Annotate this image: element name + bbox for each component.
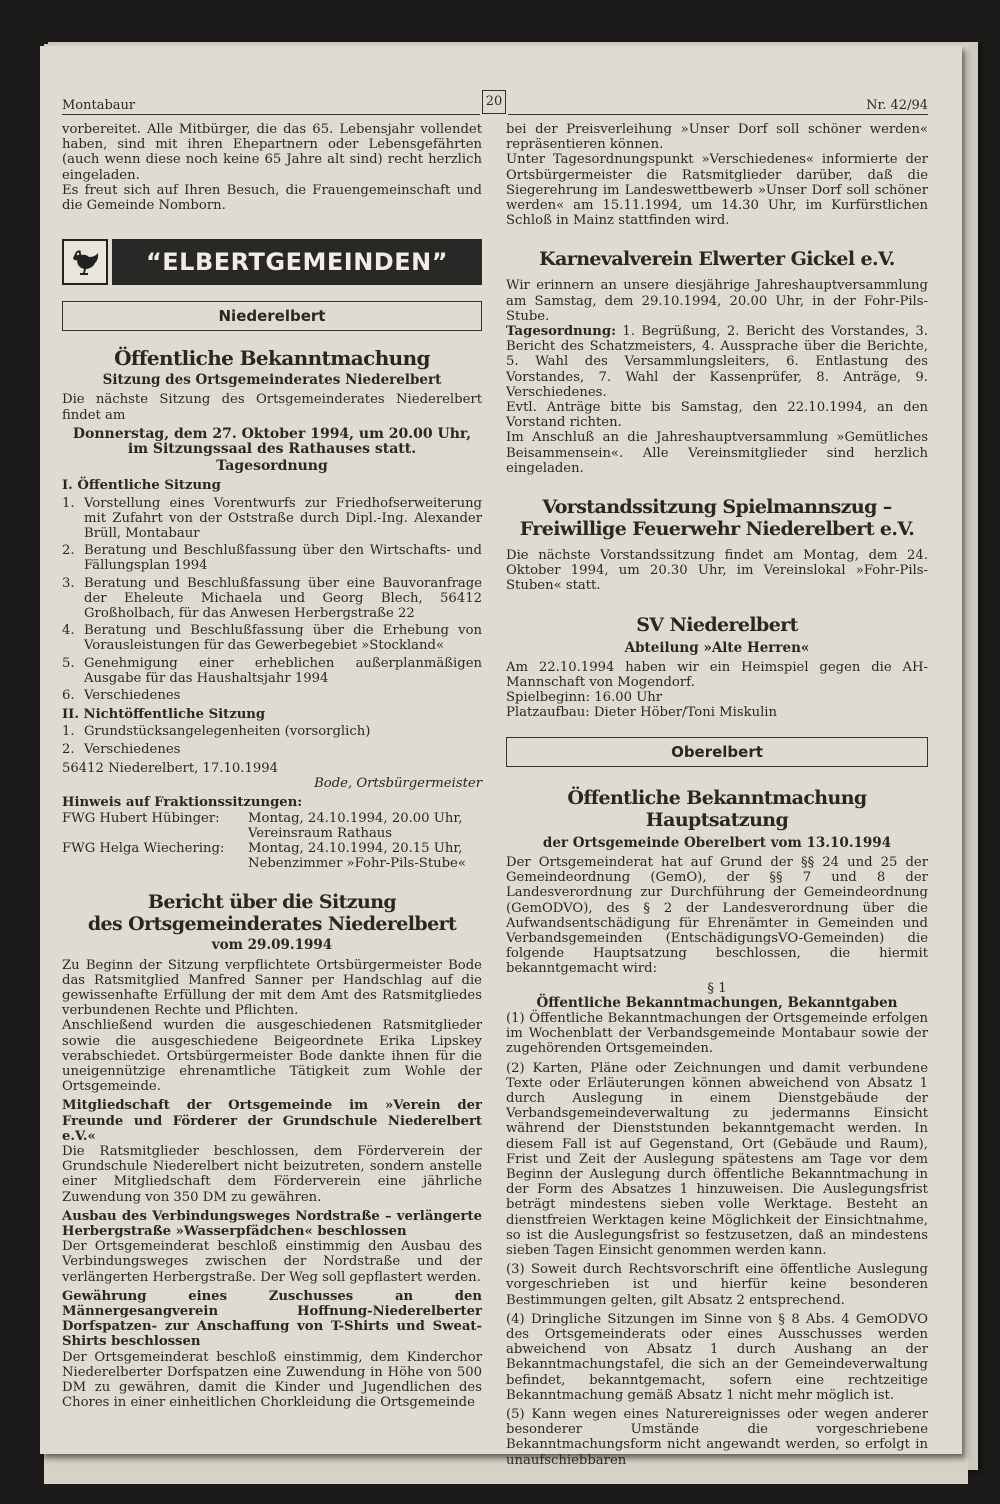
meeting-place: im Sitzungssaal des Rathauses statt. <box>127 441 417 458</box>
sv-text: Spielbeginn: 16.00 Uhr <box>506 690 663 706</box>
karneval-paragraph: Im Anschluß an die Jahreshauptversammlung »Gemütliches Beisammensein«. Alle Vereinsmitglieder sind herzlich eingeladen. <box>506 430 928 476</box>
vorstand-title-2: Freiwillige Feuerwehr Niederelbert e.V. <box>519 518 915 541</box>
report-paragraph: Anschließend wurden die ausgeschiedenen Ratsmitglieder sowie die ausgeschiedene Beigeordnete Erika Lipskey verabschiedet. Ortsbürgermeister Bode dankte ihnen für die uneigennützige ehrenamtliche Tätigkeit zum Wohle der Ortsgemeinde. <box>62 1018 482 1095</box>
sv-title: SV Niederelbert <box>636 613 798 636</box>
newspaper-page <box>40 46 962 1468</box>
banner-title: “ELBERTGEMEINDEN” <box>112 239 482 285</box>
hauptsatzung-title-2: Hauptsatzung <box>645 808 789 831</box>
sv-subtitle: Abteilung »Alte Herren« <box>624 639 810 656</box>
hauptsatzung-text: Der Ortsgemeinderat hat auf Grund der §§ 24 und 25 der Gemeindeordnung (GemO), der §§ 7 und 8 der Landesverordnung zur Durchführung der Gemeindeordnung (GemODVO), des § 2 der Landesverordnung über die Aufwandsentschädigung für Ehrenämter in Gemeinden und Verbandsgemeinden (EntschädigungsVO-Gemeinden) die folgende Hauptsatzung beschlossen, die hiermit bekanntgemacht wird: <box>506 854 928 977</box>
list-item: 1. Vorstellung eines Vorentwurfs zur Friedhofserweiterung mit Zufahrt von der Oststraße durch Dipl.-Ing. Alexander Brüll, Montabaur <box>62 495 482 542</box>
karneval-paragraph: Evtl. Anträge bitte bis Samstag, den 22.10.1994, an den Vorstand richten. <box>506 400 928 431</box>
report-title-2: des Ortsgemeinderates Niederelbert <box>87 913 457 936</box>
intro-text: vorbereitet. Alle Mitbürger, die das 65. Lebensjahr vollendet haben, sind mit ihren Ehepartnern oder Lebensgefährten (auch wenn diese noch keine 65 Jahre alt sind) recht herzlich eingeladen. <box>62 122 482 183</box>
intro-text: bei der Preisverleihung »Unser Dorf soll schöner werden« repräsentieren können. <box>506 122 928 153</box>
section-oberelbert: Oberelbert <box>506 737 928 767</box>
report-subheading: Mitgliedschaft der Ortsgemeinde im »Verein der Freunde und Förderer der Grundschule Niederelbert e.V.« <box>62 1098 482 1144</box>
notice-subtitle: Sitzung des Ortsgemeinderates Niederelbert <box>102 372 442 389</box>
absatz: (5) Kann wegen eines Naturereignisses oder wegen anderer besonderer Umstände die vorgeschriebene Bekanntmachungsform nicht angewandt werden, so erfolgt in unaufschiebbaren <box>506 1407 928 1468</box>
signature: Bode, Ortsbürgermeister <box>314 776 482 792</box>
rooster-icon <box>62 239 108 285</box>
report-paragraph: Die Ratsmitglieder beschlossen, dem Förderverein der Grundschule Niederelbert nicht beizutreten, sondern anstelle einer Mitgliedschaft dem Förderverein eine jährliche Zuwendung von 350 DM zu gewähren. <box>62 1143 482 1205</box>
agenda-part-2: II. Nichtöffentliche Sitzung <box>62 707 266 723</box>
list-item: 5. Genehmigung einer erheblichen außerplanmäßigen Ausgabe für das Haushaltsjahr 1994 <box>62 655 482 686</box>
list-item: 4. Beratung und Beschlußfassung über die Erhebung von Vorausleistungen für das Gewerbegebiet »Stockland« <box>62 623 482 654</box>
report-paragraph: Der Ortsgemeinderat beschloß einstimmig, dem Kinderchor Niederelberter Dorfspatzen eine Zuwendung in Höhe von 500 DM zu gewähren, damit die Kinder und Jugendlichen des Chores in einer einheitlichen Chorkleidung die Ortsgemeinde <box>62 1349 482 1411</box>
report-subheading: Ausbau des Verbindungsweges Nordstraße – verlängerte Herbergstraße »Wasserpfädchen« beschlossen <box>62 1208 482 1239</box>
hint-row: FWG Hubert Hübinger: Montag, 24.10.1994, 20.00 Uhr, Vereinsraum Rathaus <box>62 810 463 841</box>
absatz: (2) Karten, Pläne oder Zeichnungen und damit verbundene Texte oder Erläuterungen können abweichend von Absatz 1 durch Auslegung in einem Dienstgebäude der Verbandsgemeindeverwaltung zu jedermanns Einsicht während der Dienststunden bekanntgemacht werden. In diesem Fall ist auf Gegenstand, Ort (Gebäude und Raum), Frist und Zeit der Auslegung spätestens am Tage vor dem Beginn der Auslegung durch öffentliche Bekanntmachung in der Form des Absatzes 1 hinzuweisen. Die Auslegungsfrist beträgt mindestens sieben volle Werktage. Besteht an dienstfreien Werktagen keine Möglichkeit der Einsichtnahme, so ist die Auslegungsfrist so festzusetzen, daß an mindestens sieben Tagen Einsicht genommen werden kann. <box>506 1060 928 1258</box>
report-date: vom 29.09.1994 <box>211 937 333 954</box>
header-rule-right <box>508 114 928 115</box>
vorstand-title-1: Vorstandssitzung Spielmannszug – <box>542 496 892 519</box>
list-item: 2. Verschiedenes <box>62 741 181 757</box>
meeting-date: Donnerstag, dem 27. Oktober 1994, um 20.00 Uhr, <box>72 425 472 442</box>
right-column <box>506 122 928 1468</box>
karneval-agenda: Tagesordnung: 1. Begrüßung, 2. Bericht des Vorstandes, 3. Bericht des Schatzmeisters, 4. Aussprache über die Berichte, 5. Wahl des Versammlungsleiters, 6. Entlastung des Vorstandes, 7. Wahl der Kassenprüfer, 8. Anträge, 9. Verschiedenes. <box>506 324 928 400</box>
left-column <box>62 122 482 1410</box>
absatz: (4) Dringliche Sitzungen im Sinne von § 8 Abs. 4 GemODVO des Ortsgemeinderats oder eines Ausschusses werden abweichend von Absatz 1 durch Aushang an der Bekanntmachungstafel, die sich an der Gemeindeverwaltung befindet, bekanntgemacht, sofern eine rechtzeitige Bekanntmachung gemäß Absatz 1 nicht mehr möglich ist. <box>506 1311 928 1403</box>
agenda-title: Tagesordnung <box>216 458 328 475</box>
header-rule-left <box>62 114 480 115</box>
list-item: 2. Beratung und Beschlußfassung über den Wirtschafts- und Fällungsplan 1994 <box>62 543 482 574</box>
intro-text-2: Unter Tagesordnungspunkt »Verschiedenes« informierte der Ortsbürgermeister die Ratsmitglieder darüber, daß die Siegerehrung im Landeswettbewerb »Unser Dorf soll schöner werden« am 15.11.1994, um 14.30 Uhr, im Kurfürstlichen Schloß in Mainz stattfinden wird. <box>506 152 928 229</box>
report-title-1: Bericht über die Sitzung <box>147 891 397 914</box>
header-issue: Nr. 42/94 <box>866 98 928 113</box>
list-item: 3. Beratung und Beschlußfassung über eine Bauvoranfrage der Eheleute Michaela und Georg Blech, 56412 Großholbach, für das Anwesen Herbergstraße 22 <box>62 575 482 622</box>
paragraph-title: Öffentliche Bekanntmachungen, Bekanntgaben <box>536 994 898 1011</box>
sv-text: Am 22.10.1994 haben wir ein Heimspiel gegen die AH-Mannschaft von Mogendorf. <box>506 659 928 691</box>
agenda-list-public <box>62 496 482 704</box>
karneval-title: Karnevalverein Elwerter Gickel e.V. <box>539 248 895 271</box>
absatz: (3) Soweit durch Rechtsvorschrift eine öffentliche Auslegung vorgeschrieben ist und hierfür keine besonderen Bestimmungen gelten, gilt Absatz 2 entsprechend. <box>506 1262 928 1308</box>
absatz: (1) Öffentliche Bekanntmachungen der Ortsgemeinde erfolgen im Wochenblatt der Verbandsgemeinde Montabaur sowie der zugehörenden Ortsgemeinden. <box>506 1010 928 1057</box>
report-paragraph: Zu Beginn der Sitzung verpflichtete Ortsbürgermeister Bode das Ratsmitglied Manfred Sanner per Handschlag auf die gewissenhafte Erfüllung der mit dem Amt des Ratsmitgliedes verbundenen Rechte und Pflichten. <box>62 957 482 1019</box>
header-town: Montabaur <box>62 98 136 113</box>
vorstand-text: Die nächste Vorstandssitzung findet am Montag, dem 24. Oktober 1994, um 20.30 Uhr, im Vereinslokal »Fohr-Pils-Stuben« statt. <box>506 548 928 594</box>
hauptsatzung-subtitle: der Ortsgemeinde Oberelbert vom 13.10.1994 <box>542 834 892 851</box>
notice-text: Die nächste Sitzung des Ortsgemeinderates Niederelbert findet am <box>62 392 482 423</box>
hint-title: Hinweis auf Fraktionssitzungen: <box>62 795 303 811</box>
header-page-number: 20 <box>482 90 506 114</box>
section-niederelbert: Niederelbert <box>62 301 482 331</box>
karneval-paragraph: Wir erinnern an unsere diesjährige Jahreshauptversammlung am Samstag, dem 29.10.1994, 20.00 Uhr, in der Fohr-Pils-Stube. <box>506 278 928 324</box>
agenda-list-private <box>62 724 482 756</box>
list-item: 1. Grundstücksangelegenheiten (vorsorglich) <box>62 724 371 740</box>
report-subheading: Gewährung eines Zuschusses an den Männergesangverein Hoffnung-Niederelberter Dorfspatzen- zur Anschaffung von T-Shirts und Sweat-Shirts beschlossen <box>62 1288 482 1350</box>
report-paragraph: Der Ortsgemeinderat beschloß einstimmig den Ausbau des Verbindungsweges zwischen der Nordstraße und der verlängerten Herbergstraße. Der Weg soll gepflastert werden. <box>62 1239 482 1285</box>
sv-text: Platzaufbau: Dieter Höber/Toni Miskulin <box>506 705 778 721</box>
place-date: 56412 Niederelbert, 17.10.1994 <box>62 760 279 776</box>
agenda-part-1: I. Öffentliche Sitzung <box>62 478 221 494</box>
hauptsatzung-title-1: Öffentliche Bekanntmachung <box>567 786 867 809</box>
elbertgemeinden-banner <box>62 239 482 285</box>
list-item: 6. Verschiedenes <box>62 688 181 704</box>
hint-row: FWG Helga Wiechering: Montag, 24.10.1994, 20.15 Uhr, Nebenzimmer »Fohr-Pils-Stube« <box>62 840 466 872</box>
intro-text-2: Es freut sich auf Ihren Besuch, die Frauengemeinschaft und die Gemeinde Nomborn. <box>62 182 482 214</box>
paragraph-number: § 1 <box>707 980 727 996</box>
notice-title: Öffentliche Bekanntmachung <box>114 346 430 371</box>
